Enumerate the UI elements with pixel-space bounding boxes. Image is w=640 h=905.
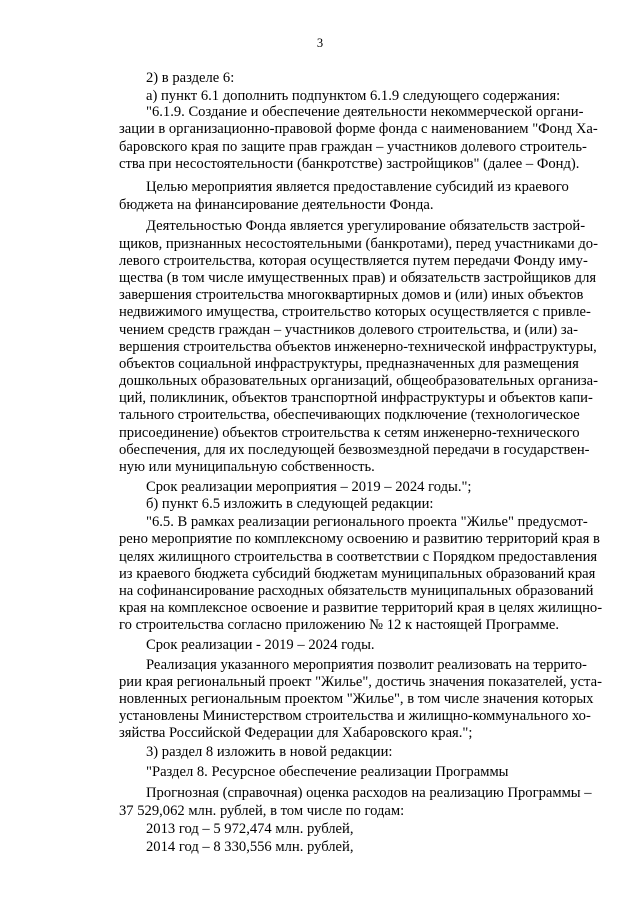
text-line: дошкольных образовательных организаций, общеобразовательных организа- xyxy=(119,373,599,389)
text-line: Прогнозная (справочная) оценка расходов на реализацию Программы – xyxy=(146,785,592,801)
text-line: баровского края по защите прав граждан – участников долевого строитель- xyxy=(119,139,587,155)
text-line: щиков, признанных несостоятельными (банкротами), перед участниками до- xyxy=(119,236,598,252)
text-line: б) пункт 6.5 изложить в следующей редакции: xyxy=(146,496,434,512)
text-line: Деятельностью Фонда является урегулирование обязательств застрой- xyxy=(146,218,586,234)
text-line: а) пункт 6.1 дополнить подпунктом 6.1.9 следующего содержания: xyxy=(146,88,561,104)
text-line: завершения строительства многоквартирных домов и (или) иных объектов xyxy=(119,287,584,303)
text-line: "Раздел 8. Ресурсное обеспечение реализации Программы xyxy=(146,764,509,780)
text-line: рено мероприятие по комплексному освоению и развитию территорий края в xyxy=(119,531,600,547)
text-line: Срок реализации - 2019 – 2024 годы. xyxy=(146,637,375,653)
text-line: ную или муниципальную собственность. xyxy=(119,459,375,475)
text-line: рии края региональный проект "Жилье", достичь значения показателей, уста- xyxy=(119,674,602,690)
text-line: чением средств граждан – участников долевого строительства, и (или) за- xyxy=(119,322,578,338)
text-line: недвижимого имущества, строительство которых осуществляется с привле- xyxy=(119,304,591,320)
text-line: го строительства согласно приложению № 12 к настоящей Программе. xyxy=(119,617,560,633)
text-line: Целью мероприятия является предоставление субсидий из краевого xyxy=(146,179,569,195)
text-line: "6.1.9. Создание и обеспечение деятельности некоммерческой органи- xyxy=(146,104,584,120)
text-line: зяйства Российской Федерации для Хабаровского края."; xyxy=(119,725,473,741)
text-line: целях жилищного строительства в соответствии с Порядком предоставления xyxy=(119,549,598,565)
text-line: 2013 год – 5 972,474 млн. рублей, xyxy=(146,821,354,837)
text-line: присоединение) объектов строительства к сетям инженерно-технического xyxy=(119,425,580,441)
text-line: 2) в разделе 6: xyxy=(146,70,235,86)
text-line: Срок реализации мероприятия – 2019 – 2024 годы."; xyxy=(146,479,472,495)
text-line: 37 529,062 млн. рублей, в том числе по годам: xyxy=(119,803,405,819)
text-line: ства при несостоятельности (банкротстве) застройщиков" (далее – Фонд). xyxy=(119,156,580,172)
text-line: бюджета на финансирование деятельности Фонда. xyxy=(119,197,434,213)
text-line: 3) раздел 8 изложить в новой редакции: xyxy=(146,744,393,760)
text-line: обеспечения, для их последующей безвозмездной передачи в государствен- xyxy=(119,442,590,458)
text-line: из краевого бюджета субсидий бюджетам муниципальных образований края xyxy=(119,566,596,582)
page-number: 3 xyxy=(316,36,324,50)
text-line: "6.5. В рамках реализации регионального проекта "Жилье" предусмот- xyxy=(146,514,588,530)
text-line: щества (в том числе имущественных прав) и обязательств застройщиков для xyxy=(119,270,597,286)
text-line: тального строительства, обеспечивающих подключение (технологическое xyxy=(119,407,580,423)
text-line: установлены Министерством строительства и жилищно-коммунального хо- xyxy=(119,708,591,724)
text-line: края на комплексное освоение и развитие территорий края в целях жилищно- xyxy=(119,600,603,616)
text-line: Реализация указанного мероприятия позволит реализовать на террито- xyxy=(146,657,587,673)
text-line: 2014 год – 8 330,556 млн. рублей, xyxy=(146,839,354,855)
text-line: ций, поликлиник, объектов транспортной инфраструктуры и объектов капи- xyxy=(119,390,593,406)
text-line: зации в организационно-правовой форме фонда с наименованием "Фонд Ха- xyxy=(119,121,598,137)
text-line: левого строительства, которая осуществляется путем передачи Фонду иму- xyxy=(119,253,588,269)
text-line: новленных региональным проектом "Жилье", в том числе значения которых xyxy=(119,691,594,707)
text-line: объектов социальной инфраструктуры, предназначенных для размещения xyxy=(119,356,579,372)
text-line: на софинансирование расходных обязательств муниципальных образований xyxy=(119,583,594,599)
text-line: вершения строительства объектов инженерно-технической инфраструктуры, xyxy=(119,339,597,355)
